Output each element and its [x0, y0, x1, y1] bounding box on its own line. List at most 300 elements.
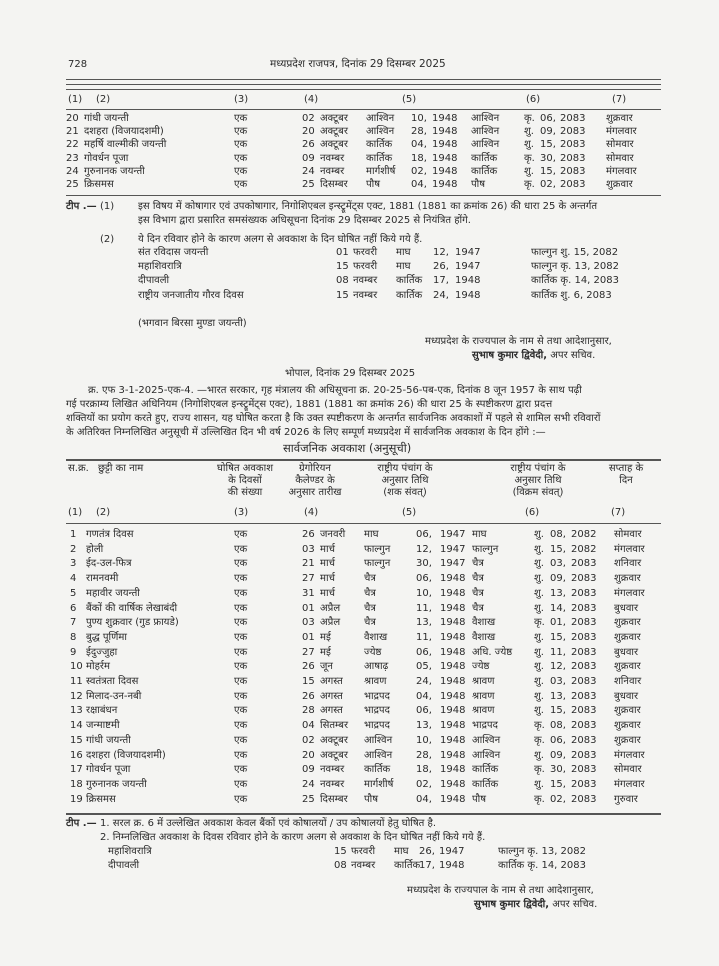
- note-item-2: 2. निम्नलिखित अवकाश के दिवस रविवार होने के कारण अलग से अवकाश के दिन घोषित नहीं किये गये हैं.: [100, 832, 486, 843]
- cell-saka-y: 1948: [440, 764, 466, 776]
- cell-paksha: शु.: [524, 139, 534, 151]
- cell-d: 15: [334, 846, 347, 857]
- cell-sn: 22: [66, 139, 79, 151]
- cell-d: 26: [302, 690, 315, 702]
- cell-saka-d: 04,: [416, 793, 432, 805]
- cell-sn: 12: [70, 690, 83, 702]
- cell-weekday: मंगलवार: [614, 778, 645, 790]
- cell-sn: 14: [70, 720, 83, 732]
- cell-saka-m: आश्विन: [366, 126, 395, 138]
- cell-name: दशहरा (विजयादशमी): [84, 126, 164, 138]
- table-row: [66, 247, 666, 259]
- table-row: [66, 139, 666, 151]
- cell-m: अक्टूबर: [320, 113, 348, 124]
- cell-weekday: शुक्रवार: [614, 617, 641, 629]
- cell-d: 28: [302, 705, 315, 717]
- cell-saka-y: 1948: [440, 676, 466, 687]
- cell-days: एक: [234, 529, 248, 540]
- cell-d: 27: [302, 573, 315, 585]
- cell-d: 04: [302, 720, 315, 732]
- cell-sn: 6: [70, 602, 77, 614]
- notification-para-line-3: शक्तियों का प्रयोग करते हुए, राज्य शासन, यह घोषित करता है कि उक्त स्पष्टीकरण के अन्तर्गत सार्वजनिक अवकाशों में पहले से शामिल सभी रविवारों: [66, 413, 601, 424]
- cell-d: 09: [302, 152, 315, 164]
- cell-vik-y: 2083: [560, 165, 586, 177]
- cell-saka-y: 1947: [455, 261, 481, 273]
- cell-m: मार्च: [320, 573, 335, 585]
- cell-weekday: शनिवार: [614, 558, 642, 570]
- cell-saka-y: 1948: [440, 573, 466, 585]
- cell-m: नवम्बर: [351, 860, 376, 871]
- table-row: [66, 573, 666, 585]
- divider: [66, 813, 661, 815]
- cell-sn: 15: [70, 734, 83, 746]
- cell-name: स्वतंत्रता दिवस: [86, 676, 139, 687]
- table-row: [66, 558, 666, 570]
- cell-days: एक: [234, 764, 248, 776]
- schedule-title: सार्वजनिक अवकाश (अनुसूची): [283, 441, 412, 455]
- cell-vik-m: आश्विन: [471, 139, 500, 151]
- cell-vik-m: आश्विन: [472, 749, 501, 761]
- cell-saka-d: 04,: [411, 139, 427, 151]
- cell-saka-y: 1947: [440, 543, 466, 555]
- cell-vik-m: वैशाख: [472, 617, 496, 629]
- cell-saka-d: 12,: [433, 247, 449, 258]
- cell-saka-m: आश्विन: [366, 113, 395, 124]
- cell-paksha: शु.: [534, 646, 544, 658]
- cell-name: गोवर्धन पूजा: [86, 764, 131, 776]
- cell-vik-m: चैत्र: [472, 587, 484, 599]
- cell-saka-m: चैत्र: [364, 602, 376, 614]
- cell-saka-d: 30,: [416, 558, 432, 570]
- cell-saka-d: 26,: [433, 261, 449, 273]
- cell-m: फरवरी: [353, 261, 378, 273]
- cell-saka-m: भाद्रपद: [364, 720, 390, 732]
- cell-d: 01: [336, 247, 349, 258]
- cell-sn: 5: [70, 587, 77, 599]
- cell-saka-d: 28,: [416, 749, 432, 761]
- cell-vik-m: कार्तिक: [471, 152, 498, 164]
- cell-sn: 24: [66, 165, 79, 177]
- cell-sn: 10: [70, 661, 83, 673]
- cell-name: दीपावली: [108, 860, 140, 871]
- cell-d: 15: [336, 289, 349, 301]
- cell-vik-m: श्रावण: [472, 705, 495, 717]
- top-table-col-numbers: (1) (2) (3) (4) (5) (6) (7): [68, 94, 627, 105]
- cell-vik-d: 02,: [540, 179, 556, 190]
- cell-d: 01: [302, 602, 315, 614]
- signatory-name: सुभाष कुमार द्विवेदी,: [474, 899, 550, 910]
- table-row: [66, 720, 666, 732]
- cell-paksha: शु.: [534, 573, 544, 585]
- cell-weekday: मंगलवार: [614, 543, 645, 555]
- cell-saka-m: चैत्र: [364, 587, 376, 599]
- cell-saka-m: फाल्गुन: [364, 558, 391, 570]
- note-label: टीप .—: [66, 201, 97, 212]
- cell-saka-d: 24,: [416, 676, 432, 687]
- table-row: [66, 750, 666, 762]
- cell-name: राष्ट्रीय जनजातीय गौरव दिवस: [138, 289, 244, 301]
- cell-saka-y: 1948: [432, 179, 458, 190]
- cell-weekday: बुधवार: [614, 690, 639, 702]
- cell-saka-d: 18,: [411, 152, 427, 164]
- cell-sn: 17: [70, 764, 83, 776]
- cell-sn: 2: [70, 543, 77, 555]
- cell-paksha: शु.: [534, 602, 544, 614]
- table-row: [66, 846, 666, 858]
- note-item-number: (2): [100, 234, 115, 245]
- dateline: भोपाल, दिनांक 29 दिसम्बर 2025: [285, 368, 416, 379]
- cell-d: 31: [302, 587, 315, 599]
- cell-vik-y: 2083: [571, 734, 597, 746]
- cell-saka-m: वैशाख: [364, 631, 388, 643]
- cell-saka-y: 1948: [440, 587, 466, 599]
- cell-vik-m: कार्तिक: [472, 764, 499, 776]
- cell-saka-m: माघ: [364, 529, 379, 540]
- header-gregorian: ग्रेगोरियन कैलेण्डर के अनुसार तारीख: [288, 463, 342, 498]
- cell-vik-m: आश्विन: [471, 113, 500, 124]
- cell-saka-y: 1948: [440, 661, 466, 673]
- table-row: [66, 632, 666, 644]
- cell-d: 26: [302, 529, 315, 540]
- cell-vik-d: 06,: [550, 734, 566, 746]
- cell-saka-d: 06,: [416, 705, 432, 717]
- cell-weekday: मंगलवार: [614, 587, 645, 599]
- cell-saka-d: 04,: [411, 179, 427, 190]
- cell-name: गणतंत्र दिवस: [86, 529, 134, 540]
- cell-saka-m: आषाढ़: [364, 661, 389, 673]
- note-item-1-line-2: इस विभाग द्वारा प्रसारित समसंख्यक अधिसूचना दिनांक 29 दिसम्बर 2025 से नियंत्रित होंगे.: [138, 215, 471, 226]
- cell-vik-d: 15,: [550, 778, 566, 790]
- cell-weekday: शनिवार: [614, 676, 642, 687]
- cell-name: जन्माष्टमी: [86, 720, 120, 732]
- cell-saka-m: कार्तिक: [364, 764, 391, 776]
- cell-d: 09: [302, 764, 315, 776]
- cell-name: ईद-उल-फित्र: [86, 558, 132, 570]
- table-row: [66, 113, 666, 125]
- cell-days: एक: [234, 734, 248, 746]
- cell-vik-m: चैत्र: [472, 602, 484, 614]
- cell-d: 25: [302, 179, 315, 190]
- page-number: 728: [68, 59, 88, 70]
- cell-vik-d: 30,: [540, 152, 556, 164]
- cell-weekday: शुक्रवार: [614, 720, 641, 732]
- cell-vik-m: माघ: [472, 529, 487, 540]
- divider: [66, 89, 661, 90]
- cell-m: फरवरी: [351, 846, 376, 857]
- cell-d: 20: [302, 126, 315, 138]
- table-row: [66, 661, 666, 673]
- table-row: [66, 529, 666, 541]
- cell-saka-m: आश्विन: [364, 734, 393, 746]
- cell-sn: 3: [70, 558, 77, 570]
- cell-saka-m: फाल्गुन: [364, 543, 391, 555]
- cell-vik: फाल्गुन कृ. 13, 2082: [531, 261, 619, 273]
- cell-saka-m: भाद्रपद: [364, 705, 390, 717]
- table-row: [66, 153, 666, 165]
- cell-name: महावीर जयन्ती: [86, 587, 140, 599]
- note-row-subtext: (भगवान बिरसा मुण्डा जयन्ती): [138, 318, 247, 329]
- notification-para-line-4: के अतिरिक्त निम्नलिखित अनुसूची में उल्लिखित दिन भी वर्ष 2026 के लिए सम्पूर्ण मध्यप्रदेश में सार्वजनिक अवकाश के दिन होंगे :—: [66, 427, 546, 438]
- cell-saka-d: 13,: [416, 617, 432, 629]
- cell-days: एक: [234, 152, 248, 164]
- cell-paksha: कृ.: [524, 113, 535, 124]
- cell-saka-y: 1948: [432, 139, 458, 151]
- cell-saka-d: 13,: [416, 720, 432, 732]
- cell-vik-d: 13,: [550, 587, 566, 599]
- cell-vik-y: 2082: [571, 529, 597, 540]
- cell-saka-m: श्रावण: [364, 676, 387, 687]
- cell-days: एक: [234, 587, 248, 599]
- cell-saka-y: 1948: [440, 646, 466, 658]
- cell-vik: फाल्गुन कृ. 13, 2082: [498, 846, 586, 857]
- cell-vik-m: कार्तिक: [471, 165, 498, 177]
- cell-m: अक्टूबर: [320, 139, 348, 151]
- cell-saka-d: 06,: [416, 573, 432, 585]
- cell-vik-d: 03,: [550, 558, 566, 570]
- cell-vik-d: 15,: [550, 631, 566, 643]
- divider: [66, 109, 661, 110]
- cell-d: 25: [302, 793, 315, 805]
- cell-name: ईदुज्जुहा: [86, 646, 118, 658]
- table-row: [66, 691, 666, 703]
- table-row: [66, 275, 666, 287]
- cell-weekday: मंगलवार: [614, 749, 645, 761]
- header-days: घोषित अवकाश के दिवसों की संख्या: [216, 463, 274, 498]
- cell-weekday: मंगलवार: [606, 126, 637, 138]
- cell-vik-d: 11,: [550, 646, 566, 658]
- signatory-designation: अपर सचिव.: [550, 350, 596, 361]
- cell-saka-y: 1948: [440, 734, 466, 746]
- cell-vik-y: 2083: [571, 646, 597, 658]
- cell-days: एक: [234, 139, 248, 151]
- header-saka: राष्ट्रीय पंचांग के अनुसार तिथि (शक संवत्): [377, 463, 433, 498]
- cell-paksha: शु.: [534, 631, 544, 643]
- cell-days: एक: [234, 631, 248, 643]
- header-sn: स.क्र.: [68, 463, 89, 474]
- cell-days: एक: [234, 749, 248, 761]
- cell-m: मई: [320, 646, 331, 658]
- cell-m: दिसम्बर: [320, 793, 348, 805]
- table-row: [66, 603, 666, 615]
- cell-saka-y: 1948: [455, 289, 481, 301]
- cell-m: अक्टूबर: [320, 126, 348, 138]
- cell-sn: 8: [70, 631, 77, 643]
- cell-sn: 25: [66, 179, 79, 190]
- cell-sn: 4: [70, 573, 77, 585]
- cell-vik-d: 15,: [550, 705, 566, 717]
- note-item-1-line-1: इस विषय में कोषागार एवं उपकोषागार, निगोशिएबल इन्स्ट्रूमेंट्स एक्ट, 1881 (1881 का क्रमांक 26) की धारा 25 के अन्तर्गत: [138, 201, 598, 212]
- cell-vik-y: 2083: [571, 631, 597, 643]
- header-name: छुट्टी का नाम: [98, 463, 144, 474]
- cell-vik-d: 15,: [550, 543, 566, 555]
- cell-weekday: बुधवार: [614, 646, 639, 658]
- divider: [66, 195, 661, 196]
- cell-vik-y: 2082: [571, 543, 597, 555]
- cell-vik-m: श्रावण: [472, 690, 495, 702]
- cell-saka-m: कार्तिक: [394, 860, 421, 871]
- cell-m: नवम्बर: [320, 152, 345, 164]
- cell-vik-d: 01,: [550, 617, 566, 629]
- cell-name: महर्षि वाल्मीकी जयन्ती: [84, 139, 167, 151]
- cell-paksha: कृ.: [534, 793, 545, 805]
- cell-vik-y: 2083: [571, 690, 597, 702]
- signatory-name: सुभाष कुमार द्विवेदी,: [472, 350, 548, 361]
- cell-vik-m: चैत्र: [472, 573, 484, 585]
- cell-m: मार्च: [320, 587, 335, 599]
- cell-saka-d: 11,: [416, 631, 432, 643]
- cell-vik-m: चैत्र: [472, 558, 484, 570]
- cell-saka-m: ज्येष्ठ: [364, 646, 382, 658]
- cell-saka-m: माघ: [396, 261, 411, 273]
- note-label: टीप .—: [66, 818, 97, 829]
- cell-vik-y: 2083: [571, 778, 597, 790]
- cell-m: अगस्त: [320, 705, 343, 717]
- cell-saka-y: 1948: [432, 152, 458, 164]
- schedule-col-numbers: (1) (2) (3) (4) (5) (6) (7): [68, 507, 626, 518]
- cell-vik-m: वैशाख: [472, 631, 496, 643]
- cell-saka-y: 1948: [440, 749, 466, 761]
- cell-vik-d: 12,: [550, 661, 566, 673]
- cell-name: रामनवमी: [86, 573, 119, 585]
- cell-days: एक: [234, 705, 248, 717]
- cell-weekday: सोमवार: [614, 529, 642, 540]
- cell-d: 08: [334, 860, 347, 871]
- cell-saka-m: माघ: [394, 846, 409, 857]
- cell-saka-d: 02,: [411, 165, 427, 177]
- divider: [66, 459, 661, 461]
- table-row: [66, 705, 666, 717]
- cell-d: 24: [302, 165, 315, 177]
- cell-weekday: शुक्रवार: [614, 705, 641, 717]
- cell-days: एक: [234, 720, 248, 732]
- cell-weekday: सोमवार: [614, 764, 642, 776]
- cell-vik: कार्तिक कृ. 14, 2083: [498, 860, 586, 871]
- cell-days: एक: [234, 558, 248, 570]
- cell-weekday: बुधवार: [614, 602, 639, 614]
- table-row: [66, 126, 666, 138]
- cell-weekday: शुक्रवार: [614, 734, 641, 746]
- table-row: [66, 676, 666, 688]
- cell-m: मई: [320, 631, 331, 643]
- cell-saka-d: 06,: [416, 646, 432, 658]
- cell-weekday: मंगलवार: [606, 165, 637, 177]
- cell-name: गोवर्धन पूजा: [84, 152, 129, 164]
- cell-vik-d: 03,: [550, 676, 566, 687]
- header-weekday: सप्ताह के दिन: [608, 463, 644, 486]
- cell-vik-y: 2083: [571, 764, 597, 776]
- cell-paksha: कृ.: [534, 764, 545, 776]
- cell-saka-d: 17,: [433, 275, 449, 287]
- cell-saka-d: 12,: [416, 543, 432, 555]
- cell-vik-d: 02,: [550, 793, 566, 805]
- cell-d: 21: [302, 558, 315, 570]
- cell-saka-m: पौष: [364, 793, 379, 805]
- table-row: [66, 290, 666, 302]
- cell-paksha: कृ.: [534, 617, 545, 629]
- cell-days: एक: [234, 126, 248, 138]
- cell-vik-y: 2083: [560, 152, 586, 164]
- cell-vik: फाल्गुन शु. 15, 2082: [531, 247, 619, 258]
- cell-name: बैंकों की वार्षिक लेखाबंदी: [86, 602, 178, 614]
- cell-saka-y: 1948: [440, 631, 466, 643]
- cell-name: महाशिवरात्रि: [108, 846, 152, 857]
- cell-saka-m: कार्तिक: [396, 289, 423, 301]
- cell-saka-y: 1948: [440, 720, 466, 732]
- cell-saka-m: कार्तिक: [366, 152, 393, 164]
- cell-vik-y: 2083: [571, 793, 597, 805]
- cell-name: गांधी जयन्ती: [86, 734, 131, 746]
- cell-vik-m: कार्तिक: [472, 778, 499, 790]
- table-row: [66, 860, 666, 872]
- cell-vik-y: 2083: [571, 749, 597, 761]
- cell-name: मिलाद-उन-नबी: [86, 690, 142, 702]
- cell-saka-d: 10,: [416, 587, 432, 599]
- cell-d: 20: [302, 749, 315, 761]
- notification-para-line-1: क्र. एफ 3-1-2025-एक-4. —भारत सरकार, गृह मंत्रालय की अधिसूचना क्र. 20-25-56-पब-एक, दिनांक 8 जून 1957 के साथ पढ़ी: [88, 385, 582, 396]
- cell-vik-y: 2083: [560, 126, 586, 138]
- cell-name: बुद्ध पूर्णिमा: [86, 631, 127, 643]
- cell-d: 02: [302, 113, 315, 124]
- cell-name: दशहरा (विजयादशमी): [86, 749, 166, 761]
- divider: [66, 79, 661, 80]
- cell-paksha: शु.: [524, 126, 534, 138]
- cell-vik-m: भाद्रपद: [472, 720, 498, 732]
- cell-days: एक: [234, 676, 248, 687]
- cell-m: अगस्त: [320, 690, 343, 702]
- cell-d: 15: [302, 676, 315, 687]
- cell-paksha: शु.: [534, 690, 544, 702]
- cell-name: क्रिसमस: [86, 793, 116, 805]
- cell-days: एक: [234, 793, 248, 805]
- cell-saka-m: कार्तिक: [366, 139, 393, 151]
- cell-weekday: शुक्रवार: [614, 661, 641, 673]
- cell-saka-d: 10,: [416, 734, 432, 746]
- cell-name: गुरुनानक जयन्ती: [86, 778, 147, 790]
- cell-weekday: सोमवार: [606, 139, 634, 151]
- cell-d: 27: [302, 646, 315, 658]
- cell-paksha: शु.: [534, 587, 544, 599]
- cell-vik-y: 2083: [560, 139, 586, 151]
- cell-vik-d: 09,: [550, 749, 566, 761]
- cell-m: दिसम्बर: [320, 179, 348, 190]
- cell-saka-y: 1948: [439, 860, 465, 871]
- cell-paksha: कृ.: [524, 152, 535, 164]
- cell-vik-m: आश्विन: [472, 734, 501, 746]
- cell-vik-y: 2083: [560, 113, 586, 124]
- cell-saka-d: 10,: [411, 113, 427, 124]
- cell-name: पुण्य शुक्रवार (गुड फ्रायडे): [86, 617, 179, 629]
- cell-vik: कार्तिक कृ. 14, 2083: [531, 275, 619, 287]
- cell-saka-d: 02,: [416, 778, 432, 790]
- cell-vik-y: 2083: [571, 617, 597, 629]
- cell-saka-y: 1948: [455, 275, 481, 287]
- cell-vik-d: 13,: [550, 690, 566, 702]
- cell-saka-d: 18,: [416, 764, 432, 776]
- signature-block: [474, 899, 597, 911]
- cell-saka-y: 1948: [432, 165, 458, 177]
- cell-m: अक्टूबर: [320, 749, 348, 761]
- cell-vik-d: 15,: [540, 139, 556, 151]
- cell-days: एक: [234, 165, 248, 177]
- cell-paksha: शु.: [534, 705, 544, 717]
- cell-sn: 1: [70, 529, 77, 540]
- cell-saka-y: 1948: [440, 602, 466, 614]
- cell-m: फरवरी: [353, 247, 378, 258]
- cell-saka-d: 11,: [416, 602, 432, 614]
- cell-m: अगस्त: [320, 676, 343, 687]
- cell-paksha: शु.: [534, 529, 544, 540]
- cell-days: एक: [234, 573, 248, 585]
